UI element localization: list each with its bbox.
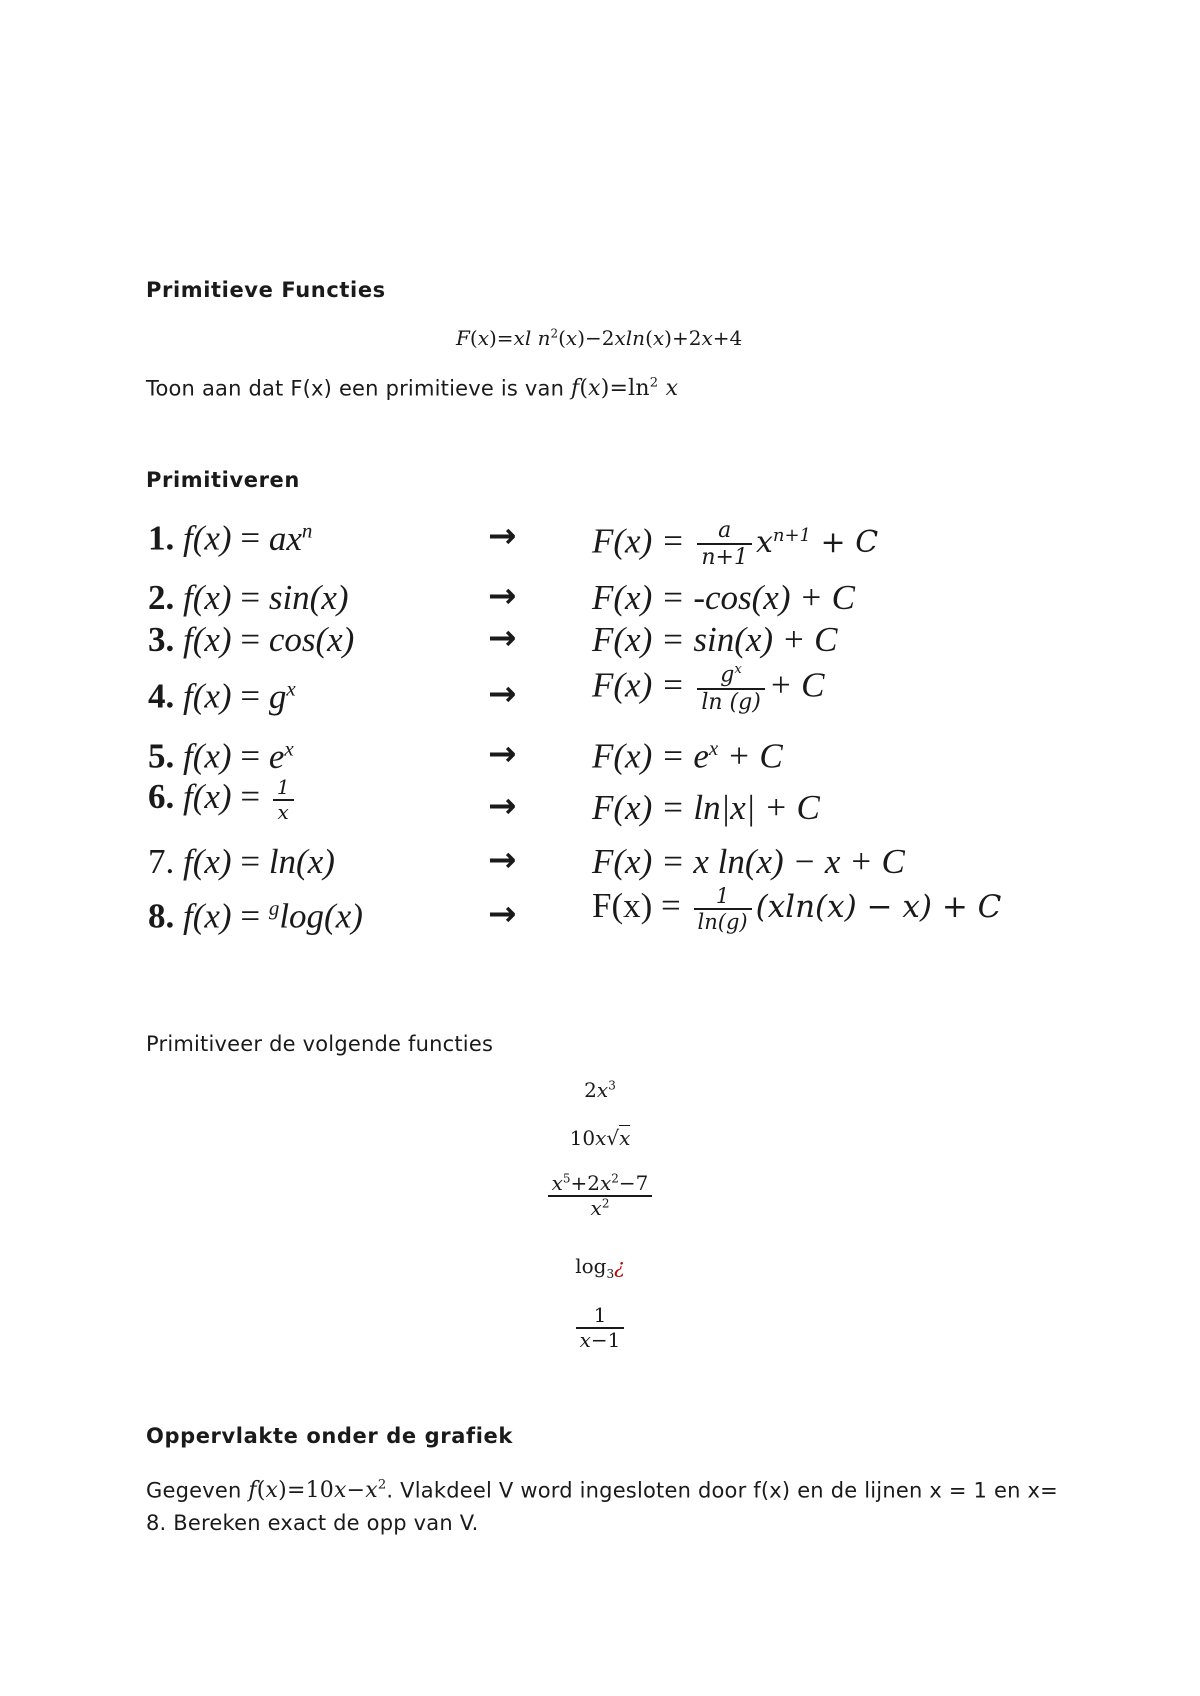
arrow-icon: → xyxy=(488,618,517,658)
arrow-icon: → xyxy=(488,734,517,774)
arrow-icon: → xyxy=(488,840,517,880)
arrow-icon: → xyxy=(488,894,517,934)
rule-f: 5. $f(x) = e^x$ xyxy=(148,736,294,776)
rule-f: 8. f(x) = $^g$log(x) xyxy=(148,896,363,936)
exercise-5: $\frac{1}{x-1}$ xyxy=(520,1304,680,1352)
area-suffix: . Vlakdeel V word ingesloten door f(x) en de lijnen x = 1 en x= 8. Bereken exact de opp van V. xyxy=(146,1478,1058,1536)
arrow-icon: → xyxy=(488,516,517,556)
heading-primitiveren: Primitiveren xyxy=(146,468,300,492)
question-label: Toon aan dat F(x) een primitieve is van xyxy=(146,376,565,401)
rule-F: F(x) = x ln(x) − x + C xyxy=(592,842,905,881)
rule-F: F(x) = -cos(x) + C xyxy=(592,578,855,617)
rule-row xyxy=(148,884,1068,948)
rule-row xyxy=(148,662,1068,728)
heading-primitieve-functies: Primitieve Functies xyxy=(146,278,386,302)
exercise-1: $2x^3$ xyxy=(584,1078,616,1102)
rule-F: F(x) = ln|x| + C xyxy=(592,788,820,827)
rule-F: F(x) = $\frac{g^x}{\ln (g)}$ + C xyxy=(592,662,825,715)
area-formula: $f(x)=10x-x^2$ xyxy=(248,1478,387,1504)
rule-f: 1. $f(x) = ax^n$ xyxy=(148,518,313,558)
rule-f: 4. $f(x) = g^x$ xyxy=(148,676,296,716)
rule-f: 2. f(x) = sin(x) xyxy=(148,578,349,617)
exercise-4: $\log_3¿$ xyxy=(575,1254,625,1281)
rule-F: F(x) = $\frac{a}{n+1}$ $x^{n+1} + C$ xyxy=(592,518,879,571)
area-question xyxy=(146,1470,1076,1539)
question-formula: $f(x)=\ln^2$ x xyxy=(571,376,679,402)
exercise-2: 10x√x xyxy=(569,1126,631,1150)
heading-oppervlakte: Oppervlakte onder de grafiek xyxy=(146,1424,513,1448)
rule-F: F(x) = $\frac{1}{\ln(g)}$ (xln(x) − x) + C xyxy=(592,884,1002,935)
question-text xyxy=(146,376,678,401)
rule-F: F(x) = sin(x) + C xyxy=(592,620,838,659)
rule-f: 7. f(x) = ln(x) xyxy=(148,842,335,881)
arrow-icon: → xyxy=(488,576,517,616)
formula-F: F(x)=xl $n^2(x)-2xln(x)+2x+4$ xyxy=(456,326,743,350)
heading-primitiveer: Primitiveer de volgende functies xyxy=(146,1032,494,1056)
arrow-icon: → xyxy=(488,786,517,826)
arrow-icon: → xyxy=(488,674,517,714)
rule-row xyxy=(148,518,1068,570)
rule-f: 3. f(x) = cos(x) xyxy=(148,620,355,659)
area-prefix: Gegeven xyxy=(146,1478,242,1503)
rule-F: $F(x) = e^x + C$ xyxy=(592,736,783,776)
rule-row xyxy=(148,775,1068,840)
exercise-3: $\frac{x^5+2x^2-7}{x^2}$ xyxy=(520,1172,680,1220)
rule-f: 6. f(x) = $\frac{1}{x}$ xyxy=(148,776,298,824)
